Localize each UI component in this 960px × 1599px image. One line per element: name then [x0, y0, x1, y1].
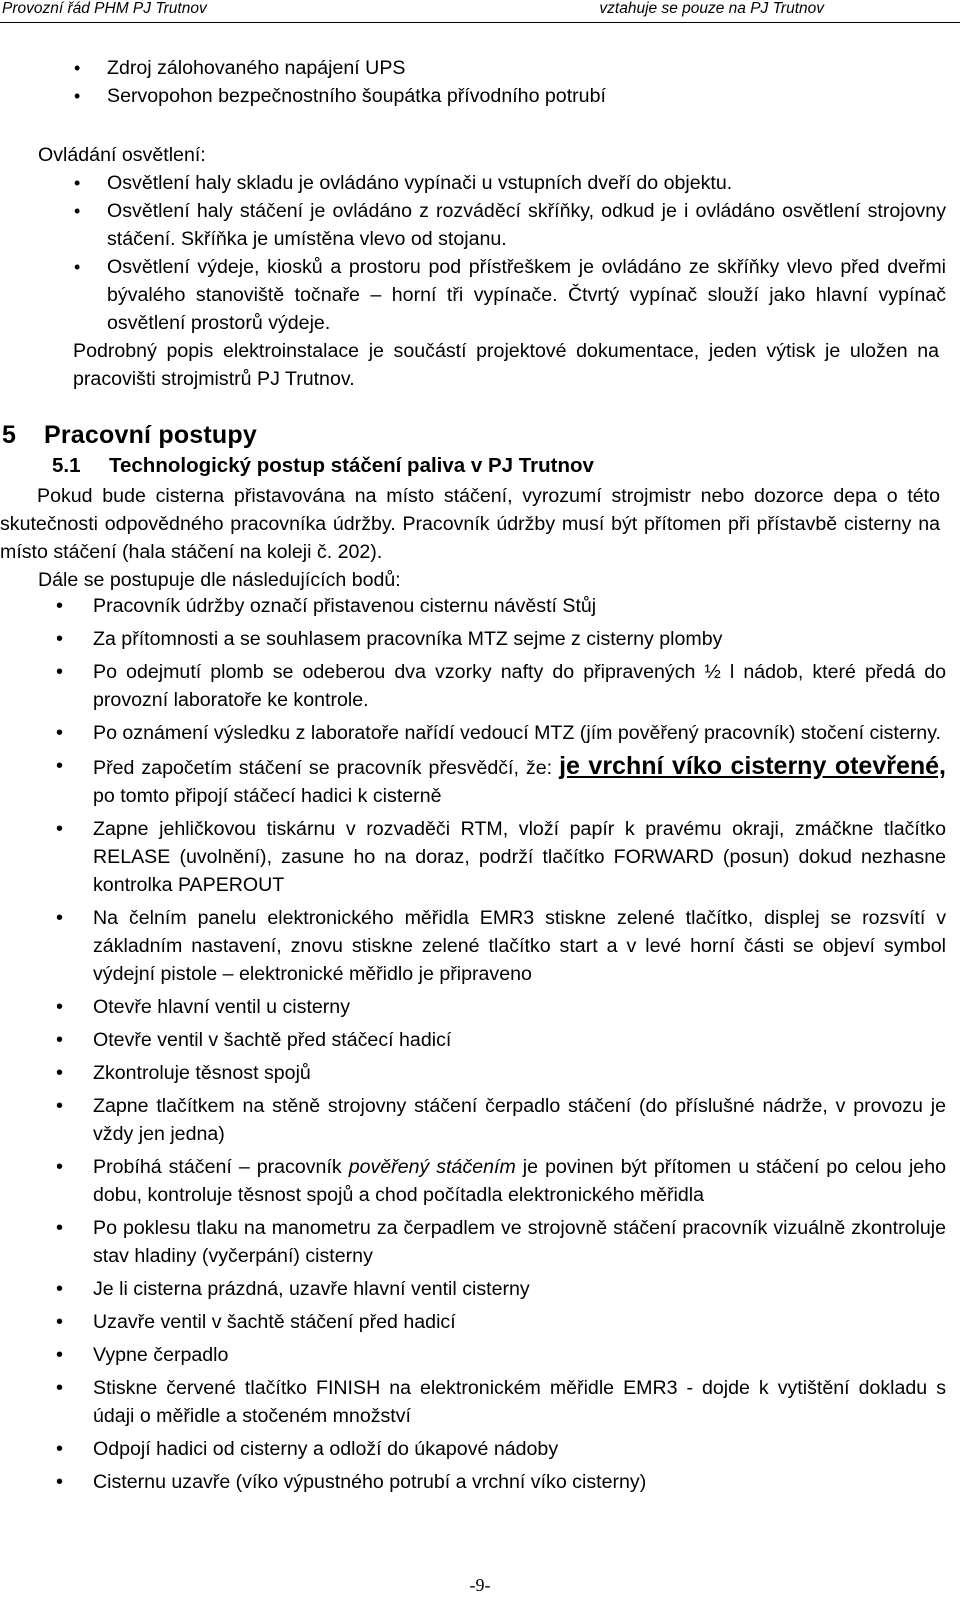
bullet-icon: •	[56, 1278, 64, 1300]
bullet-icon: •	[56, 1377, 64, 1399]
bullet-icon: •	[56, 1029, 64, 1051]
bullet-icon: •	[56, 1062, 64, 1084]
list-item: • Zdroj zálohovaného napájení UPS	[0, 54, 960, 82]
bullet-icon: •	[56, 722, 64, 744]
header-right: vztahuje se pouze na PJ Trutnov	[599, 0, 824, 17]
step-item: • Před započetím stáčení se pracovník přesvědčí, že: je vrchní víko cisterny otevřené, po tomto připojí stáčecí hadici k cisterně	[56, 752, 946, 807]
intro-bullet-list	[0, 54, 960, 110]
bullet-icon: •	[56, 818, 64, 840]
step-item: • Po poklesu tlaku na manometru za čerpadlem ve strojovně stáčení pracovník vizuálně zkontroluje stav hladiny (vyčerpání) cisterny	[0, 1214, 960, 1270]
bullet-icon: •	[56, 1095, 64, 1117]
list-item: • Osvětlení výdeje, kiosků a prostoru pod přístřeškem je ovládáno ze skříňky vlevo před dveřmi bývalého stanoviště točnaře – horní tři vypínače. Čtvrtý vypínač slouží jako hlavní vypínač osvětlení prostorů výdeje.	[0, 253, 960, 337]
step-item: • Cisternu uzavře (víko výpustného potrubí a vrchní víko cisterny)	[0, 1468, 960, 1496]
step-item: • Pracovník údržby označí přistavenou cisternu návěstí Stůj	[0, 592, 960, 620]
step-item: • Po oznámení výsledku z laboratoře nařídí vedoucí MTZ (jím pověřený pracovník) stočení cisterny.	[0, 719, 960, 747]
list-item: • Servopohon bezpečnostního šoupátka přívodního potrubí	[0, 82, 960, 110]
bullet-icon: •	[74, 201, 81, 221]
bullet-icon: •	[56, 996, 64, 1018]
section-number: 5	[2, 421, 17, 449]
step-item: • Uzavře ventil v šachtě stáčení před hadicí	[0, 1308, 960, 1336]
step-item: • Otevře hlavní ventil u cisterny	[0, 993, 960, 1021]
bullet-icon: •	[56, 1217, 64, 1239]
bullet-icon: •	[74, 58, 81, 78]
bullet-icon: •	[56, 1311, 64, 1333]
step-item: • Zkontroluje těsnost spojů	[0, 1059, 960, 1087]
italic-text: pověřený stáčením	[348, 1156, 516, 1178]
step-item: • Odpojí hadici od cisterny a odloží do úkapové nádoby	[0, 1435, 960, 1463]
elektro-paragraph: Podrobný popis elektroinstalace je součástí projektové dokumentace, jeden výtisk je uložen na pracovišti strojmistrů PJ Trutnov.	[73, 340, 939, 390]
lighting-title: Ovládání osvětlení:	[38, 144, 206, 166]
subsection-heading	[52, 454, 594, 478]
list-item: • Osvětlení haly stáčení je ovládáno z rozváděcí skříňky, odkud je i ovládáno osvětlení strojovny stáčení. Skříňka je umístěna vlevo od stojanu.	[0, 197, 960, 253]
step-item: • Po odejmutí plomb se odeberou dva vzorky nafty do připravených ½ l nádob, které předá do provozní laboratoře ke kontrole.	[0, 658, 960, 714]
step-item: • Je li cisterna prázdná, uzavře hlavní ventil cisterny	[0, 1275, 960, 1303]
step-item: • Stiskne červené tlačítko FINISH na elektronickém měřidle EMR3 - dojde k vytištění dokladu s údaji o měřidle a stočeném množství	[0, 1374, 960, 1430]
step-item: • Vypne čerpadlo	[0, 1341, 960, 1369]
bullet-icon: •	[56, 1156, 64, 1178]
header-left: Provozní řád PHM PJ Trutnov	[2, 0, 207, 17]
procedure-steps	[0, 592, 960, 1501]
subsection-title: Technologický postup stáčení paliva v PJ Trutnov	[109, 454, 594, 477]
section-heading	[2, 421, 257, 450]
bullet-icon: •	[74, 257, 81, 277]
step-item: • Za přítomnosti a se souhlasem pracovníka MTZ sejme z cisterny plomby	[0, 625, 960, 653]
intro-paragraph: Pokud bude cisterna přistavována na místo stáčení, vyrozumí strojmistr nebo dozorce depa o této skutečnosti odpovědného pracovníka údržby. Pracovník údržby musí být přítomen při přístavbě cisterny na místo stáčení (hala stáčení na koleji č. 202).	[0, 485, 940, 563]
bullet-icon: •	[56, 907, 64, 929]
bullet-icon: •	[56, 661, 64, 683]
bullet-icon: •	[74, 86, 81, 106]
steps-lead: Dále se postupuje dle následujících bodů:	[38, 569, 401, 591]
subsection-number: 5.1	[52, 454, 81, 477]
step-item: • Na čelním panelu elektronického měřidla EMR3 stiskne zelené tlačítko, displej se rozsvítí v základním nastavení, znovu stiskne zelené tlačítko start a v levé horní části se objeví symbol výdejní pistole – elektronické měřidlo je připraveno	[0, 904, 960, 988]
page-header	[0, 0, 960, 23]
step-item: • Zapne jehličkovou tiskárnu v rozvaděči RTM, vloží papír k pravému okraji, zmáčkne tlačítko RELASE (uvolnění), zasune ho na doraz, podrží tlačítko FORWARD (posun) dokud nezhasne kontrolka PAPEROUT	[0, 815, 960, 899]
bullet-icon: •	[56, 1438, 64, 1460]
lighting-bullet-list	[0, 169, 960, 337]
step-item: • Probíhá stáčení – pracovník pověřený stáčením je povinen být přítomen u stáčení po celou jeho dobu, kontroluje těsnost spojů a chod počítadla elektronického měřidla	[0, 1153, 960, 1209]
bullet-icon: •	[56, 1344, 64, 1366]
bullet-icon: •	[74, 173, 81, 193]
page-number: -9-	[469, 1575, 491, 1595]
step-item: • Zapne tlačítkem na stěně strojovny stáčení čerpadlo stáčení (do příslušné nádrže, v provozu je vždy jen jedna)	[0, 1092, 960, 1148]
bullet-icon: •	[56, 595, 64, 617]
bullet-icon: •	[56, 755, 64, 777]
emphasized-text: je vrchní víko cisterny otevřené,	[559, 752, 946, 780]
bullet-icon: •	[56, 628, 64, 650]
bullet-icon: •	[56, 1471, 64, 1493]
list-item: • Osvětlení haly skladu je ovládáno vypínači u vstupních dveří do objektu.	[0, 169, 960, 197]
section-title: Pracovní postupy	[44, 421, 257, 449]
step-item: • Otevře ventil v šachtě před stáčecí hadicí	[0, 1026, 960, 1054]
